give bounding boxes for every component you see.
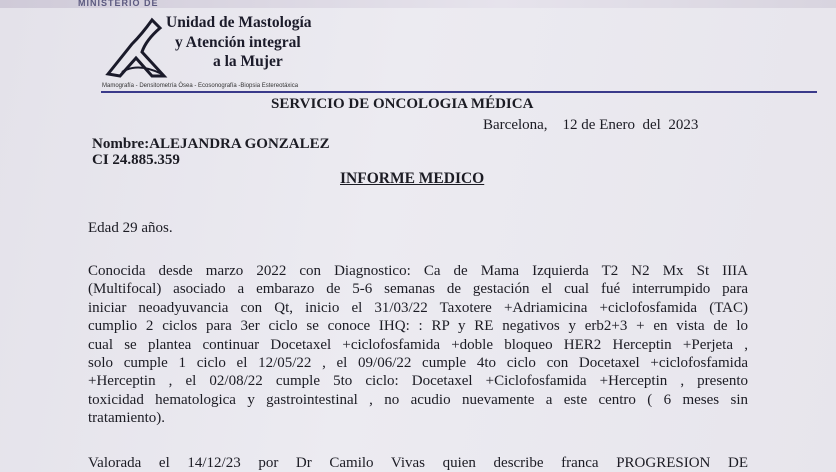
patient-age: Edad 29 años. (88, 220, 173, 236)
org-name-line-2: y Atención integral (175, 34, 301, 51)
patient-id: CI 24.885.359 (92, 152, 180, 168)
report-date: Barcelona, 12 de Enero del 2023 (483, 117, 699, 133)
paragraph-line: tratamiento). (88, 410, 166, 427)
report-title: INFORME MEDICO (340, 170, 485, 187)
service-title: SERVICIO DE ONCOLOGIA MÉDICA (271, 96, 534, 112)
logo-caption: Mamografía - Densitometría Ósea - Ecosonografía -Biopsia Estereotáxica (102, 83, 299, 89)
unit-logo-icon (102, 14, 172, 82)
header-rule (101, 91, 817, 93)
clinical-history-paragraph (88, 262, 748, 428)
org-name-line-1: Unidad de Mastología (166, 14, 312, 31)
paragraph-line: cumplio 2 ciclos para 3er ciclo se conoce IHQ: : RP y RE negativos y erb2+3 + en vista de lo (88, 318, 748, 335)
paragraph-line: toxicidad hematologica y gastrointestinal , no acudio nuevamente a este centro ( 6 meses sin (88, 391, 748, 408)
paragraph-line: solo cumple 1 ciclo el 12/05/22 , el 09/06/22 cumple 4to ciclo con Docetaxel +ciclofosfamida (88, 355, 748, 372)
paragraph-line: iniciar neoadyuvancia con Qt, inicio el 31/03/22 Taxotere +Adriamicina +ciclofosfamida (TAC) (88, 299, 748, 316)
paragraph-line: Conocida desde marzo 2022 con Diagnostico: Ca de Mama Izquierda T2 N2 Mx St IIIA (88, 263, 748, 279)
second-paragraph-line: Valorada el 14/12/23 por Dr Camilo Vivas quien describe franca PROGRESION DE (88, 455, 748, 471)
paragraph-line: +Herceptin , el 02/08/22 cumple 5to ciclo: Docetaxel +Ciclofosfamida +Herceptin , presento (88, 373, 748, 390)
paragraph-line: cual se plantea continuar Docetaxel +ciclofosfamida +doble bloqueo HER2 Herceptin +Perjeta , (88, 336, 748, 353)
patient-name: Nombre:ALEJANDRA GONZALEZ (92, 136, 330, 152)
paragraph-line: (Multifocal) asociado a embarazo de 5-6 semanas de gestación el cual fué interrumpido para (88, 281, 748, 298)
ministry-stamp: MINISTERIO DE (78, 0, 159, 8)
org-name-line-3: a la Mujer (213, 53, 283, 70)
